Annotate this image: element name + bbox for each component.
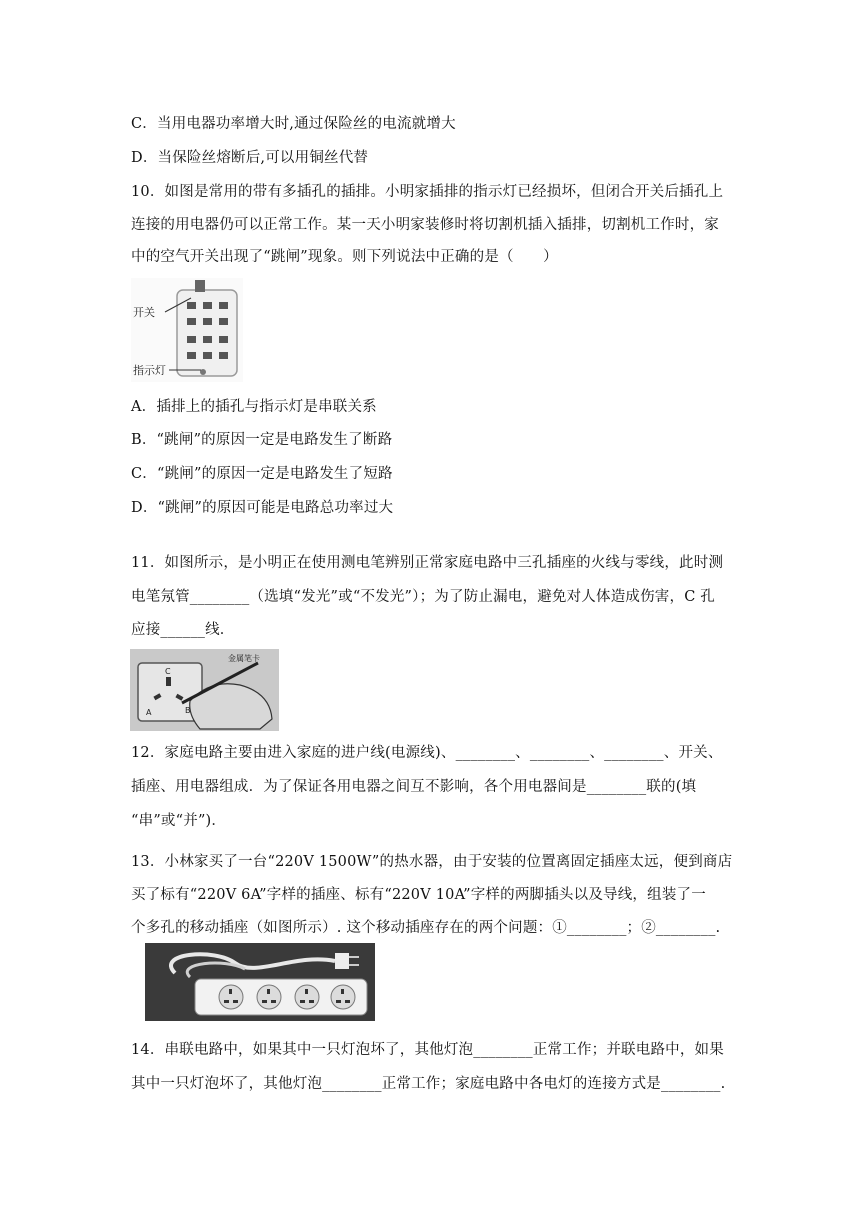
- q10-option-d: D．“跳闸”的原因可能是电路总功率过大: [131, 500, 394, 516]
- q10-stem-line-3: 中的空气开关出现了“跳闸”现象。则下列说法中正确的是（ ）: [131, 249, 558, 265]
- q9-option-d: D．当保险丝熔断后,可以用铜丝代替: [131, 150, 369, 166]
- q11-stem-line-1: 11．如图所示，是小明正在使用测电笔辨别正常家庭电路中三孔插座的火线与零线，此时测: [131, 555, 724, 571]
- q10-stem-line-1: 10．如图是常用的带有多插孔的插排。小明家插排的指示灯已经损坏，但闭合开关后插孔上: [131, 184, 724, 200]
- q10-option-c: C．“跳闸”的原因一定是电路发生了短路: [131, 466, 393, 482]
- q11-stem-line-2: 电笔氖管________（选填“发光”或“不发光”）；为了防止漏电，避免对人体造成伤害，C 孔: [131, 589, 716, 605]
- q12-stem-line-2: 插座、用电器组成．为了保证各用电器之间互不影响，各个用电器间是________联的(填: [131, 779, 697, 795]
- fig-label-hole-a: A: [146, 708, 152, 717]
- q12-stem-line-3: “串”或“并”)．: [131, 813, 227, 829]
- fig-label-indicator-light: 指示灯: [133, 364, 166, 377]
- q9-option-c: C．当用电器功率增大时,通过保险丝的电流就增大: [131, 116, 456, 132]
- test-pen-socket-figure: [130, 649, 279, 731]
- q13-stem-line-2: 买了标有“220V 6A”字样的插座、标有“220V 10A”字样的两脚插头以及导线，组装了一: [131, 887, 706, 903]
- power-strip-figure: [131, 278, 243, 382]
- q11-stem-line-3: 应接______线．: [131, 622, 235, 638]
- q12-stem-line-1: 12．家庭电路主要由进入家庭的进户线(电源线)、________、________、________、开关、: [131, 745, 723, 761]
- q13-stem-line-1: 13．小林家买了一台“220V 1500W”的热水器，由于安装的位置离固定插座太远，便到商店: [131, 854, 733, 870]
- q10-option-a: A．插排上的插孔与指示灯是串联关系: [131, 399, 377, 415]
- mobile-socket-figure: [145, 943, 375, 1021]
- fig-label-hole-b: B: [185, 706, 191, 715]
- q13-stem-line-3: 个多孔的移动插座（如图所示）. 这个移动插座存在的两个问题：①________；②________.: [131, 920, 721, 936]
- q10-option-b: B．“跳闸”的原因一定是电路发生了断路: [131, 432, 393, 448]
- fig-label-hole-c: C: [165, 667, 171, 676]
- q14-stem-line-2: 其中一只灯泡坏了，其他灯泡________正常工作；家庭电路中各电灯的连接方式是________.: [131, 1076, 726, 1092]
- q14-stem-line-1: 14．串联电路中，如果其中一只灯泡坏了，其他灯泡________正常工作；并联电路中，如果: [131, 1042, 724, 1058]
- fig-label-switch: 开关: [133, 306, 155, 319]
- fig-label-pen-clip: 金属笔卡: [228, 654, 260, 663]
- q10-stem-line-2: 连接的用电器仍可以正常工作。某一天小明家装修时将切割机插入插排，切割机工作时，家: [131, 217, 719, 233]
